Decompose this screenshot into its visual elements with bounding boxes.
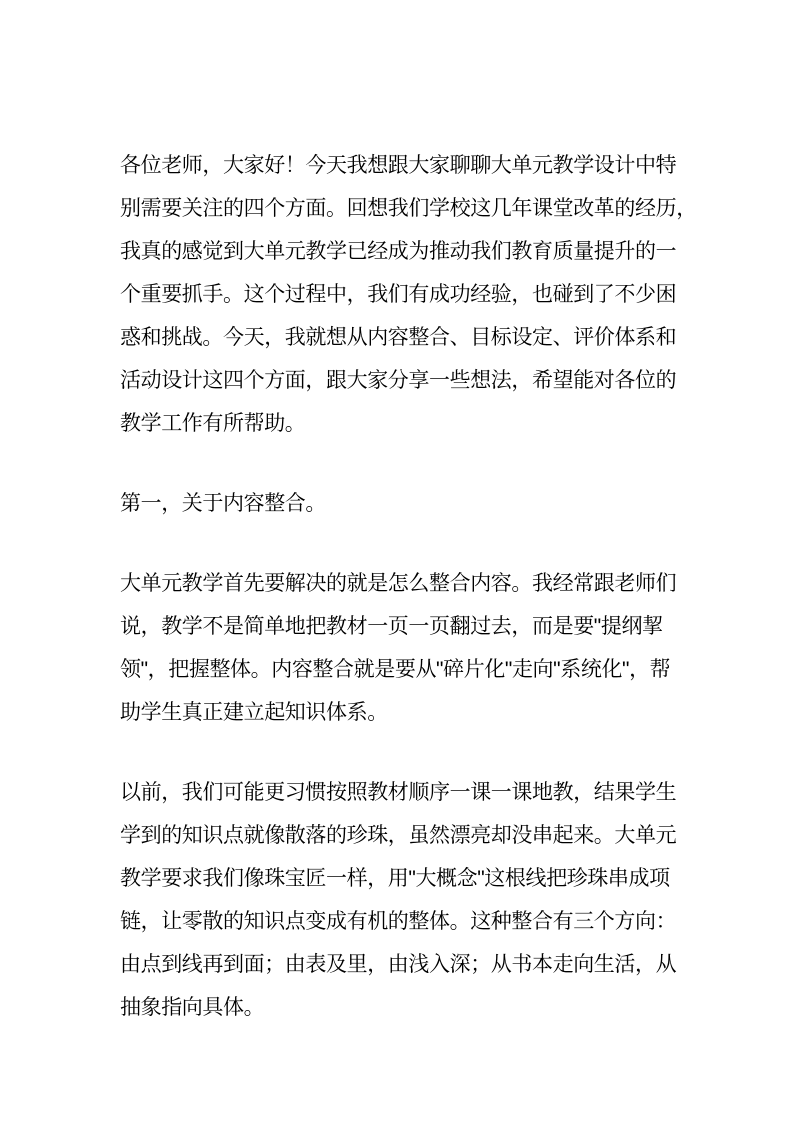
paragraph bbox=[120, 771, 686, 1029]
paragraph bbox=[120, 144, 697, 445]
text-line: 我真的感觉到大单元教学已经成为推动我们教育质量提升的一 bbox=[120, 240, 677, 263]
text-line: 说，教学不是简单地把教材一页一页翻过去，而是要"提纲挈 bbox=[120, 615, 663, 638]
text-line: 各位老师，大家好！今天我想跟大家聊聊大单元教学设计中特 bbox=[120, 154, 677, 177]
text-line: 教学要求我们像珠宝匠一样，用"大概念"这根线把珍珠串成项 bbox=[120, 867, 670, 890]
text-line: 大单元教学首先要解决的就是怎么整合内容。我经常跟老师们 bbox=[120, 572, 677, 595]
text-line: 链，让零散的知识点变成有机的整体。这种整合有三个方向： bbox=[120, 910, 677, 933]
text-line: 别需要关注的四个方面。回想我们学校这几年课堂改革的经历， bbox=[120, 197, 697, 220]
text-line: 惑和挑战。今天，我就想从内容整合、目标设定、评价体系和 bbox=[120, 326, 677, 349]
text-line: 第一，关于内容整合。 bbox=[120, 492, 326, 515]
text-line: 个重要抓手。这个过程中，我们有成功经验，也碰到了不少困 bbox=[120, 283, 677, 306]
text-line: 教学工作有所帮助。 bbox=[120, 412, 306, 435]
text-line: 由点到线再到面；由表及里，由浅入深；从书本走向生活，从 bbox=[120, 953, 677, 976]
text-line: 以前，我们可能更习惯按照教材顺序一课一课地教，结果学生 bbox=[120, 781, 677, 804]
paragraph bbox=[120, 562, 686, 734]
text-line: 抽象指向具体。 bbox=[120, 996, 265, 1019]
paragraph bbox=[120, 482, 686, 525]
text-line: 学到的知识点就像散落的珍珠，虽然漂亮却没串起来。大单元 bbox=[120, 824, 677, 847]
text-line: 活动设计这四个方面，跟大家分享一些想法，希望能对各位的 bbox=[120, 369, 677, 392]
text-line: 领"，把握整体。内容整合就是要从"碎片化"走向"系统化"，帮 bbox=[120, 658, 671, 681]
text-line: 助学生真正建立起知识体系。 bbox=[120, 701, 388, 724]
document-content bbox=[120, 144, 697, 1066]
